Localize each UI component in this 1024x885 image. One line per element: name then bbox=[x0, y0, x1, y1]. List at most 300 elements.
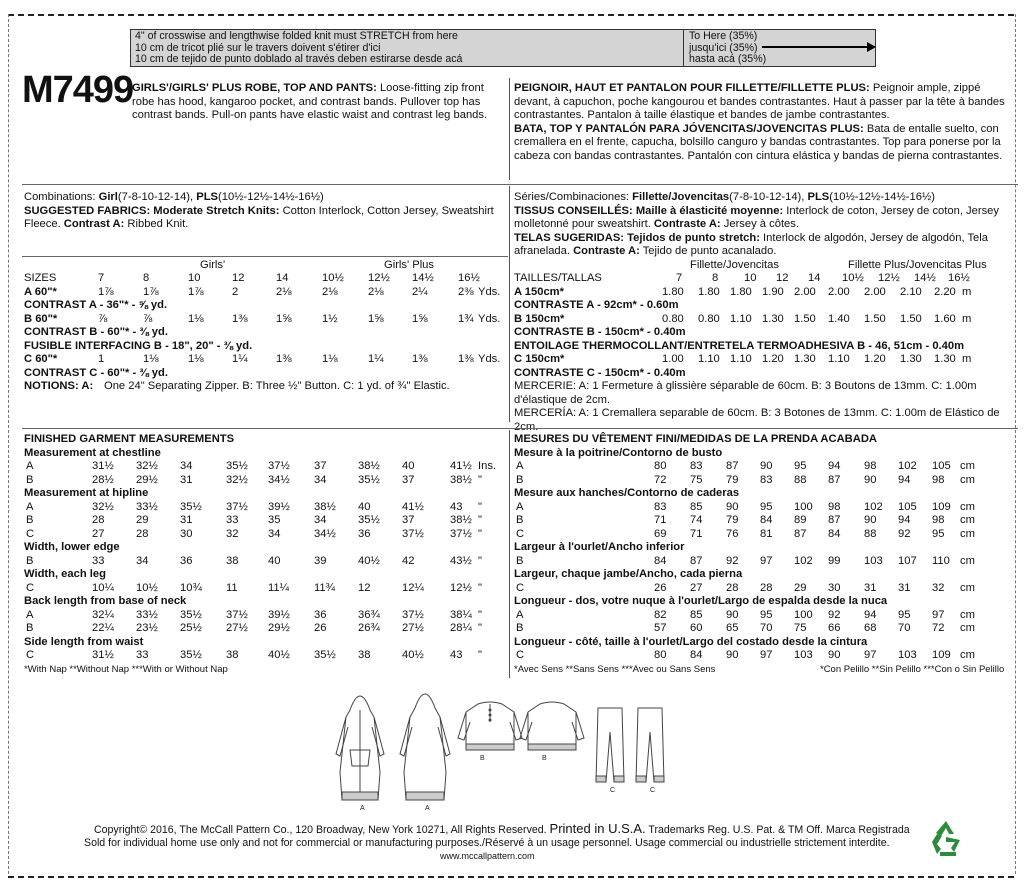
yardage-unit: Yds. bbox=[478, 285, 501, 298]
finished-cell: 32½ bbox=[92, 500, 114, 513]
finished-cell: 98 bbox=[932, 473, 945, 486]
finished-cell: 84 bbox=[690, 649, 703, 661]
sketch-label-b2: B bbox=[542, 755, 547, 762]
finished-cell: 38½ bbox=[450, 473, 472, 486]
finished-cell: 35 bbox=[268, 514, 281, 526]
finished-row bbox=[24, 555, 514, 569]
combinations-pls: PLS bbox=[196, 191, 219, 203]
header-girls: Girls' bbox=[200, 259, 226, 271]
finished-cell: 90 bbox=[828, 649, 841, 661]
finished-group-title: Longueur - dos, votre nuque à l'ourlet/Largo de espalda desde la nuca bbox=[514, 595, 888, 607]
combinations-en bbox=[24, 191, 508, 232]
finished-cell: 35½ bbox=[180, 500, 202, 513]
finished-row bbox=[24, 649, 514, 663]
yardage-cell-fr: 1.50 bbox=[864, 312, 886, 325]
yardage-cell: 1⅜ bbox=[458, 353, 474, 365]
finished-cell: 110 bbox=[932, 554, 950, 567]
finished-cell: 57 bbox=[654, 622, 667, 634]
finished-group-title: Largeur à l'ourlet/Ancho inferior bbox=[514, 541, 685, 553]
fabrics-en-title: SUGGESTED FABRICS: Moderate Stretch Knits: bbox=[24, 204, 280, 217]
yardage-row bbox=[24, 286, 508, 300]
fabrics-fr-contrast: Contraste A: bbox=[653, 218, 721, 230]
yardage-cell-fr: 1.40 bbox=[828, 312, 850, 325]
finished-cell: 31½ bbox=[92, 460, 114, 472]
fabrics-en-contrast: Contrast A: bbox=[63, 218, 125, 230]
finished-group-title: Measurement at chestline bbox=[24, 446, 161, 459]
finished-cell: 75 bbox=[690, 473, 703, 486]
finished-cell: 40½ bbox=[268, 649, 290, 661]
yardage-cell-fr: 1.80 bbox=[698, 285, 720, 298]
yardage-cell-fr: 2.00 bbox=[864, 285, 886, 298]
footer-copyright: Copyright© 2016, The McCall Pattern Co., 120 Broadway, New York 10271, All Rights Reserved. bbox=[94, 824, 547, 836]
combinations-fr-label: Séries/Combinaciones: bbox=[514, 191, 633, 203]
finished-cell: 43½ bbox=[450, 554, 472, 567]
finished-cell: 92 bbox=[828, 608, 841, 621]
notions-label: NOTIONS: A: bbox=[24, 380, 94, 392]
finished-cell: 85 bbox=[690, 608, 703, 621]
yardage-cell: 1⅛ bbox=[188, 353, 204, 365]
yardage-cell-fr: 1.10 bbox=[828, 353, 850, 365]
size-cell: 7 bbox=[98, 272, 105, 284]
yardage-label-fr: CONTRASTE C - 150cm* - 0.40m bbox=[514, 366, 686, 379]
footer-printed: Printed in U.S.A. bbox=[549, 821, 646, 836]
finished-cell: 72 bbox=[932, 622, 945, 634]
size-cell: 10 bbox=[188, 272, 201, 284]
finished-cell: 32 bbox=[226, 527, 239, 540]
fabrics-fr-contrast-text: Jersey à côtes. bbox=[720, 218, 799, 230]
yardage-cell: 1½ bbox=[322, 312, 338, 325]
yardage-cell: 1⅝ bbox=[412, 312, 428, 325]
finished-row-label: C bbox=[516, 527, 525, 540]
finished-cell: 40 bbox=[268, 554, 281, 567]
finished-cell: 87 bbox=[726, 460, 739, 472]
finished-cell: 26¾ bbox=[358, 622, 380, 634]
yardage-cell-fr: 0.80 bbox=[662, 312, 684, 325]
finished-cell: 34 bbox=[314, 473, 327, 486]
yardage-row bbox=[24, 326, 508, 340]
stretch-line-fr: 10 cm de tricot plié sur le travers doivent s'étirer d'ici bbox=[135, 41, 381, 54]
yardage-cell: 1⅜ bbox=[232, 312, 248, 325]
finished-row bbox=[24, 609, 514, 623]
yardage-label-fr: ENTOILAGE THERMOCOLLANT/ENTRETELA TERMOADHESIVA B - 46, 51cm - 0.40m bbox=[514, 339, 965, 352]
yardage-cell: 1⅞ bbox=[188, 285, 204, 298]
finished-cell: 40½ bbox=[358, 554, 380, 567]
finished-cell: 107 bbox=[898, 554, 917, 567]
finished-cell: 38½ bbox=[314, 500, 336, 513]
yardage-row-fr bbox=[514, 286, 1018, 300]
combinations-fr-girl-sizes: (7-8-10-12-14), bbox=[729, 191, 808, 203]
finished-cell: 76 bbox=[726, 527, 739, 540]
finished-cell: 87 bbox=[794, 527, 807, 540]
size-cell: 10½ bbox=[322, 272, 344, 284]
yardage-cell: 2⅛ bbox=[368, 285, 384, 298]
finished-cell: 95 bbox=[794, 460, 807, 472]
finished-cell: 39½ bbox=[268, 608, 290, 621]
finished-unit: cm bbox=[960, 622, 975, 634]
finished-cell: 37 bbox=[314, 460, 327, 472]
finished-cell: 36 bbox=[180, 554, 193, 567]
finished-cell: 38 bbox=[226, 649, 239, 661]
finished-cell: 68 bbox=[864, 622, 877, 634]
header-fillette-plus: Fillette Plus/Jovencitas Plus bbox=[848, 259, 987, 271]
finished-cell: 27 bbox=[92, 527, 105, 540]
sketch-label-a2: A bbox=[425, 805, 430, 812]
finished-cell: 29 bbox=[794, 581, 807, 594]
yardage-row-fr bbox=[514, 367, 1018, 381]
finished-cell: 97 bbox=[760, 649, 773, 661]
yardage-row bbox=[24, 353, 508, 367]
finished-group-title: Width, lower edge bbox=[24, 541, 120, 553]
finished-row-label: B bbox=[26, 514, 34, 526]
yardage-cell: 1⅞ bbox=[143, 285, 159, 298]
finished-cell: 98 bbox=[932, 514, 945, 526]
size-cell: 12½ bbox=[368, 272, 390, 284]
arrow-right-icon bbox=[762, 46, 872, 48]
finished-cell: 35½ bbox=[226, 460, 248, 472]
finished-cell: 72 bbox=[654, 473, 667, 486]
finished-cell: 92 bbox=[898, 527, 911, 540]
finished-group-title: Mesure à la poitrine/Contorno de busto bbox=[514, 446, 723, 459]
finished-cell: 95 bbox=[760, 500, 773, 513]
finished-cell: 75 bbox=[794, 622, 807, 634]
finished-unit: " bbox=[478, 622, 482, 634]
sizes-label-fr: TAILLES/TALLAS bbox=[514, 272, 602, 284]
finished-cell: 100 bbox=[794, 608, 813, 621]
fabrics-es-text: Interlock de algodón, Jersey de algodón, Tela afranelada. bbox=[514, 231, 988, 257]
yardage-cell: 2⅛ bbox=[322, 285, 338, 298]
finished-cell: 28 bbox=[726, 581, 739, 594]
yardage-cell: 1⅛ bbox=[322, 353, 338, 365]
size-cell: 8 bbox=[143, 272, 150, 284]
finished-group-title: Measurement at hipline bbox=[24, 487, 149, 499]
finished-cell: 28½ bbox=[92, 473, 114, 486]
finished-cell: 105 bbox=[932, 460, 951, 472]
combinations-girl-sizes: (7-8-10-12-14), bbox=[117, 191, 197, 203]
sizes-row-fr bbox=[514, 272, 1018, 286]
finished-cell: 37½ bbox=[226, 608, 248, 621]
size-cell-fr: 10 bbox=[744, 272, 757, 284]
finished-cell: 36 bbox=[358, 527, 371, 540]
size-cell-fr: 10½ bbox=[842, 272, 864, 284]
finished-cell: 29½ bbox=[136, 473, 158, 486]
footer-trademarks: Trademarks Reg. U.S. Pat. & TM Off. Marca Registrada bbox=[648, 824, 910, 836]
yardage-cell: 1 bbox=[98, 353, 105, 365]
yardage-label: A 60"* bbox=[24, 285, 57, 298]
description-en-title: GIRLS'/GIRLS' PLUS ROBE, TOP AND PANTS: bbox=[132, 82, 377, 94]
finished-cell: 11 bbox=[226, 581, 238, 594]
finished-cell: 38 bbox=[226, 554, 239, 567]
bottom-cut-line bbox=[8, 876, 1014, 878]
finished-row-label: A bbox=[26, 608, 34, 621]
finished-row-label: A bbox=[516, 500, 524, 513]
finished-row bbox=[514, 528, 1004, 542]
yardage-label: B 60"* bbox=[24, 312, 58, 325]
finished-cell: 103 bbox=[864, 554, 883, 567]
finished-cell: 98 bbox=[864, 460, 877, 472]
finished-cell: 33 bbox=[92, 554, 105, 567]
combinations-fr bbox=[514, 191, 1018, 259]
finished-group-title: Longueur - côté, taille à l'ourlet/Largo del costado desde la cintura bbox=[514, 635, 868, 648]
finished-unit: cm bbox=[960, 608, 975, 621]
finished-unit: " bbox=[478, 527, 482, 540]
size-cell: 14½ bbox=[412, 272, 434, 284]
finished-cell: 34 bbox=[180, 460, 193, 472]
yardage-cell: 1⅜ bbox=[412, 353, 428, 365]
finished-cell: 87 bbox=[828, 473, 841, 486]
finished-cell: 83 bbox=[760, 473, 773, 486]
finished-cell: 22¼ bbox=[92, 622, 114, 634]
finished-cell: 90 bbox=[726, 500, 739, 513]
finished-row-label: C bbox=[516, 581, 525, 594]
finished-row bbox=[514, 555, 1004, 569]
description-en bbox=[132, 82, 502, 123]
finished-cell: 97 bbox=[932, 608, 945, 621]
finished-cell: 43 bbox=[450, 500, 463, 513]
yardage-cell-fr: 2.00 bbox=[828, 285, 850, 298]
finished-cell: 103 bbox=[794, 649, 813, 661]
finished-cell: 40½ bbox=[402, 649, 424, 661]
finished-cell: 98 bbox=[828, 500, 841, 513]
yardage-cell: 2⅜ bbox=[458, 285, 474, 298]
size-cell-fr: 12 bbox=[776, 272, 789, 284]
finished-cell: 74 bbox=[690, 514, 703, 526]
yardage-unit: Yds. bbox=[478, 353, 501, 365]
header-fillette: Fillette/Jovencitas bbox=[690, 259, 779, 271]
finished-group-title: Mesure aux hanches/Contorno de caderas bbox=[514, 487, 740, 499]
size-cell-fr: 16½ bbox=[948, 272, 970, 284]
finished-cell: 33 bbox=[136, 649, 149, 661]
finished-cell: 38½ bbox=[450, 514, 472, 526]
finished-cell: 39 bbox=[314, 554, 327, 567]
finished-unit: cm bbox=[960, 500, 975, 513]
finished-cell: 28 bbox=[136, 527, 149, 540]
finished-unit: cm bbox=[960, 581, 975, 594]
finished-cell: 32¼ bbox=[92, 608, 114, 621]
size-cell: 16½ bbox=[458, 272, 480, 284]
finished-cell: 12¼ bbox=[402, 581, 424, 594]
yardage-label-fr: CONTRASTE A - 92cm* - 0.60m bbox=[514, 299, 679, 311]
finished-cell: 97 bbox=[864, 649, 877, 661]
yardage-label-fr: A 150cm* bbox=[514, 285, 564, 298]
yardage-unit-fr: m bbox=[962, 285, 972, 298]
finished-cell: 84 bbox=[828, 527, 841, 540]
finished-row-label: B bbox=[516, 554, 524, 567]
finished-row-label: B bbox=[516, 473, 524, 486]
yardage-cell: 1¼ bbox=[368, 353, 384, 365]
yardage-cell: 1⅛ bbox=[188, 312, 204, 325]
finished-cell: 35½ bbox=[358, 473, 380, 486]
finished-cell: 102 bbox=[864, 500, 883, 513]
finished-row-label: C bbox=[26, 527, 35, 540]
finished-row-label: C bbox=[26, 649, 35, 661]
notions-text: One 24" Separating Zipper. B: Three ½" Button. C: 1 yd. of ¾" Elastic. bbox=[104, 380, 450, 392]
finished-cell: 94 bbox=[898, 514, 911, 526]
finished-row-label: B bbox=[516, 622, 524, 634]
finished-row-label: B bbox=[516, 514, 524, 526]
finished-cell: 109 bbox=[932, 649, 951, 661]
stretch-line-es: 10 cm de tejido de punto doblado al través deben estirarse desde acá bbox=[135, 53, 463, 66]
finished-cell: 31 bbox=[864, 581, 877, 594]
finished-cell: 29 bbox=[136, 514, 149, 526]
yardage-row bbox=[24, 313, 508, 327]
finished-cell: 43 bbox=[450, 649, 463, 661]
finished-unit: " bbox=[478, 608, 482, 621]
yardage-cell: 2 bbox=[232, 285, 239, 298]
merceria-es: MERCERÍA: A: 1 Cremallera separable de 60cm. B: 3 Botones de 13mm. C: 1.00m de Elástico de 2cm. bbox=[514, 407, 1000, 433]
yardage-label-fr: CONTRASTE B - 150cm* - 0.40m bbox=[514, 326, 686, 338]
column-divider bbox=[509, 186, 510, 422]
yardage-cell: 1⅛ bbox=[143, 353, 159, 365]
finished-cell: 88 bbox=[864, 527, 877, 540]
stretch-line-en: 4" of crosswise and lengthwise folded knit must STRETCH from here bbox=[135, 30, 458, 42]
finished-cell: 66 bbox=[828, 622, 841, 634]
finished-cell: 12 bbox=[358, 581, 371, 594]
finished-cell: 40 bbox=[402, 460, 415, 472]
yardage-unit-fr: m bbox=[962, 312, 972, 325]
stretch-to-fr: jusqu'ici (35%) bbox=[689, 41, 758, 54]
yardage-cell-fr: 1.60 bbox=[934, 312, 956, 325]
fabrics-es-title: TELAS SUGERIDAS: Tejidos de punto stretch: bbox=[514, 231, 760, 244]
sketch-label-c2: C bbox=[650, 787, 656, 794]
yardage-cell: 1¾ bbox=[458, 312, 474, 325]
yardage-cell-fr: 2.20 bbox=[934, 285, 956, 298]
finished-unit: cm bbox=[960, 473, 975, 486]
finished-cell: 38 bbox=[358, 649, 371, 661]
footer-url: www.mccallpattern.com bbox=[440, 851, 535, 861]
finished-cell: 70 bbox=[760, 622, 773, 634]
finished-cell: 90 bbox=[760, 460, 773, 472]
finished-cell: 109 bbox=[932, 500, 951, 513]
finished-cell: 25½ bbox=[180, 622, 202, 634]
finished-cell: 90 bbox=[726, 649, 739, 661]
finished-cell: 11¾ bbox=[314, 581, 335, 594]
finished-cell: 37½ bbox=[268, 460, 290, 472]
finished-cell: 90 bbox=[864, 514, 877, 526]
finished-unit: cm bbox=[960, 554, 975, 567]
finished-group-title: Side length from waist bbox=[24, 635, 144, 648]
finished-footnote: *With Nap **Without Nap ***With or Without Nap bbox=[24, 663, 228, 675]
finished-cell: 85 bbox=[690, 500, 703, 513]
finished-cell: 31½ bbox=[92, 649, 114, 661]
yardage-cell-fr: 2.10 bbox=[900, 285, 922, 298]
header-girls-plus: Girls' Plus bbox=[384, 259, 434, 271]
finished-cell: 35½ bbox=[180, 649, 202, 661]
finished-cell: 42 bbox=[402, 554, 415, 567]
finished-cell: 83 bbox=[690, 460, 703, 472]
yardage-cell: 1⅝ bbox=[368, 312, 384, 325]
finished-cell: 94 bbox=[898, 473, 911, 486]
finished-cell: 81 bbox=[760, 527, 773, 540]
finished-cell: 41½ bbox=[402, 500, 424, 513]
finished-unit: cm bbox=[960, 527, 975, 540]
yardage-cell-fr: 1.30 bbox=[762, 312, 784, 325]
finished-cell: 35½ bbox=[314, 649, 336, 661]
finished-cell: 79 bbox=[726, 473, 739, 486]
finished-cell: 27½ bbox=[402, 622, 424, 634]
finished-row bbox=[24, 622, 514, 636]
finished-title: MESURES DU VÊTEMENT FINI/MEDIDAS DE LA PRENDA ACABADA bbox=[514, 433, 877, 445]
yardage-cell: 1⅞ bbox=[98, 285, 114, 298]
finished-cell: 103 bbox=[898, 649, 917, 661]
finished-unit: " bbox=[478, 473, 482, 486]
finished-row bbox=[24, 474, 514, 488]
sizes-row bbox=[24, 272, 508, 286]
finished-cell: 94 bbox=[864, 608, 877, 621]
description-fr-text: Peignoir ample, zippé devant, à capuchon, poche kangourou et bandes contrastantes. Haut à passer par la tête à bandes contrastantes. Pantalon à taille élastique et bandes de jambe contrastantes. bbox=[514, 82, 1005, 121]
yardage-cell-fr: 1.10 bbox=[730, 312, 752, 325]
yardage-label-fr: B 150cm* bbox=[514, 312, 565, 325]
fabrics-en-contrast-text: Ribbed Knit. bbox=[124, 218, 189, 230]
size-cell-fr: 8 bbox=[712, 272, 719, 284]
finished-cell: 37½ bbox=[450, 527, 472, 540]
yardage-unit-fr: m bbox=[962, 353, 972, 365]
finished-cell: 28 bbox=[760, 581, 773, 594]
finished-unit: " bbox=[478, 554, 482, 567]
yardage-row bbox=[24, 340, 508, 354]
fabrics-es-contrast-text: Tejido de punto acanalado. bbox=[639, 245, 777, 257]
finished-cell: 10¼ bbox=[92, 581, 114, 594]
finished-cell: 28¼ bbox=[450, 622, 472, 634]
finished-cell: 23½ bbox=[136, 622, 158, 634]
finished-row bbox=[514, 622, 1004, 636]
finished-cell: 100 bbox=[794, 500, 813, 513]
finished-row-label: A bbox=[516, 460, 524, 472]
finished-row bbox=[24, 501, 514, 515]
finished-row bbox=[514, 460, 1004, 474]
footer-sold: Sold for individual home use only and not for commercial or manufacturing purposes./Réservé à un usage personnel. Usage commercial ou industrielle strictement interdite. bbox=[84, 837, 890, 849]
fabrics-fr-text: Interlock de coton, Jersey de coton, Jersey molletonné pour sweatshirt. bbox=[514, 204, 999, 230]
fabrics-es-contrast: Contraste A: bbox=[573, 245, 640, 257]
yardage-cell-fr: 2.00 bbox=[794, 285, 816, 298]
fabrics-en-text: Cotton Interlock, Cotton Jersey, Sweatshirt Fleece. bbox=[24, 204, 494, 230]
finished-cell: 34½ bbox=[314, 527, 336, 540]
size-cell-fr: 14½ bbox=[914, 272, 936, 284]
finished-cell: 69 bbox=[654, 527, 667, 540]
finished-cell: 33½ bbox=[136, 500, 158, 513]
finished-row bbox=[514, 609, 1004, 623]
yardage-row bbox=[24, 299, 508, 313]
finished-footnote: *Avec Sens **Sans Sens ***Avec ou Sans Sens bbox=[514, 663, 716, 675]
finished-row bbox=[24, 528, 514, 542]
garment-sketches bbox=[330, 682, 670, 812]
finished-group-title: Back length from base of neck bbox=[24, 595, 187, 607]
size-cell-fr: 14 bbox=[808, 272, 821, 284]
finished-cell: 30 bbox=[180, 527, 193, 540]
yardage-label: C 60"* bbox=[24, 353, 58, 365]
finished-cell: 41½ bbox=[450, 460, 472, 472]
description-fr-title: PEIGNOIR, HAUT ET PANTALON POUR FILLETTE/FILLETTE PLUS: bbox=[514, 82, 870, 94]
finished-cell: 36¾ bbox=[358, 608, 380, 621]
yardage-cell: 2¼ bbox=[412, 285, 428, 298]
finished-cell: 31 bbox=[180, 514, 193, 526]
yardage-cell-fr: 1.20 bbox=[762, 353, 784, 365]
finished-row-label: B bbox=[26, 554, 34, 567]
finished-cell: 90 bbox=[864, 473, 877, 486]
stretch-divider bbox=[683, 30, 684, 66]
stretch-guide bbox=[130, 29, 876, 67]
finished-row bbox=[514, 649, 1004, 663]
size-cell-fr: 12½ bbox=[878, 272, 900, 284]
finished-cell: 10¾ bbox=[180, 581, 202, 594]
finished-cell: 10½ bbox=[136, 581, 158, 594]
yardage-cell: ⅞ bbox=[98, 312, 108, 325]
finished-cell: 95 bbox=[898, 608, 911, 621]
description-es-title: BATA, TOP Y PANTALÓN PARA JÓVENCITAS/JOVENCITAS PLUS: bbox=[514, 122, 864, 135]
yardage-cell-fr: 1.20 bbox=[864, 353, 886, 365]
description-es-text: Bata de entalle suelto, con cremallera en el frente, capucha, bolsillo canguro y bandas contrastantes. Top para ponerse por la cabeza con bandas contrastantes. Pantalón con cintura elástica y bandas de pierna contrastantes. bbox=[514, 122, 1003, 162]
yardage-cell-fr: 1.50 bbox=[900, 312, 922, 325]
sketch-label-a: A bbox=[360, 805, 365, 812]
